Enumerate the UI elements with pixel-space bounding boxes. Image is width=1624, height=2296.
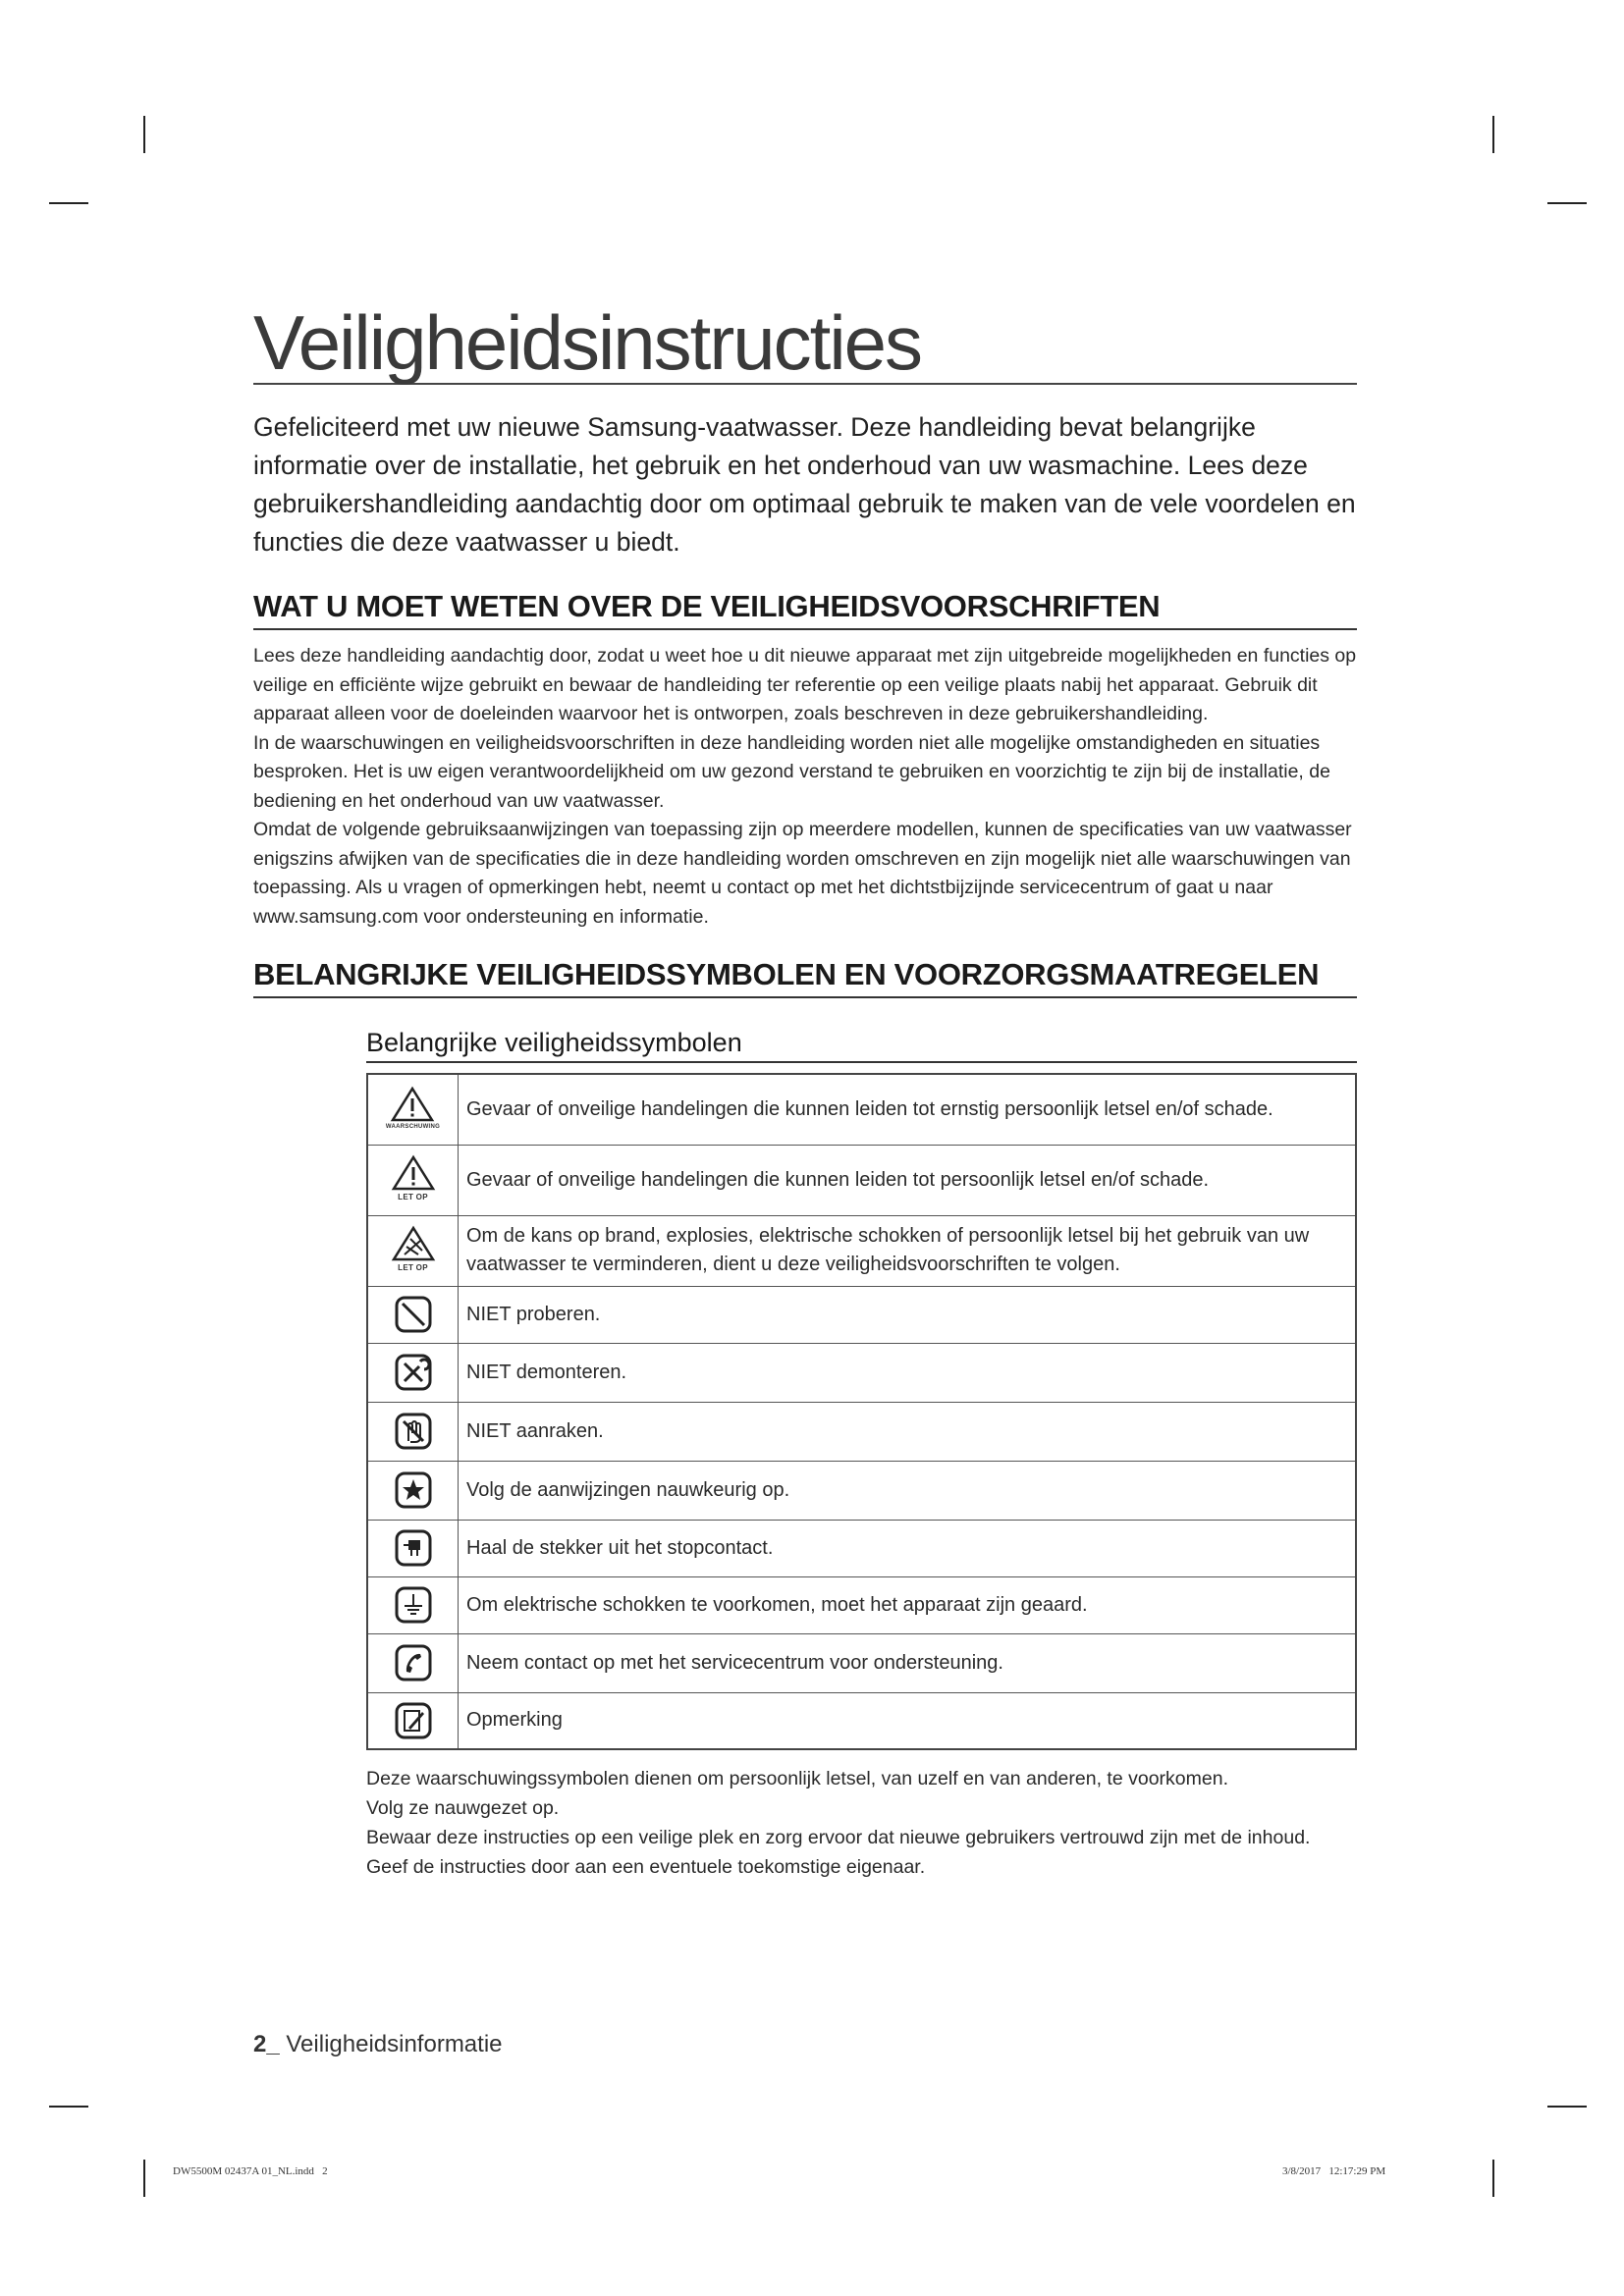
symbol-description: Om elektrische schokken te voorkomen, moet het apparaat zijn geaard. xyxy=(459,1576,1357,1633)
symbol-description: NIET aanraken. xyxy=(459,1402,1357,1461)
symbol-cell xyxy=(367,1145,459,1215)
crop-mark xyxy=(143,2160,145,2197)
table-row xyxy=(367,1692,1356,1749)
table-row xyxy=(367,1145,1356,1215)
note-line: Deze waarschuwingssymbolen dienen om persoonlijk letsel, van uzelf en van anderen, te voorkomen. xyxy=(366,1768,1228,1789)
symbol-cell xyxy=(367,1633,459,1692)
table-row xyxy=(367,1286,1356,1343)
prohibited-icon xyxy=(394,1295,433,1334)
crop-mark xyxy=(143,116,145,153)
note-line: Bewaar deze instructies op een veilige plek en zorg ervoor dat nieuwe gebruikers vertrouwd zijn met de inhoud. xyxy=(366,1827,1311,1848)
follow-instructions-icon xyxy=(394,1470,433,1510)
fire-hazard-triangle-icon xyxy=(391,1225,436,1262)
symbols-table xyxy=(366,1073,1357,1750)
symbols-subsection xyxy=(366,1028,1357,1882)
symbol-cell xyxy=(367,1215,459,1286)
symbol-cell xyxy=(367,1520,459,1576)
symbol-cell xyxy=(367,1286,459,1343)
symbol-cell xyxy=(367,1343,459,1402)
page-title: Veiligheidsinstructies xyxy=(253,304,1357,385)
date-slug: 3/8/2017 12:17:29 PM xyxy=(1282,2165,1386,2177)
symbol-cell xyxy=(367,1461,459,1520)
symbol-description: Gevaar of onveilige handelingen die kunnen leiden tot persoonlijk letsel en/of schade. xyxy=(459,1145,1357,1215)
crop-mark xyxy=(1492,2160,1494,2197)
caution-triangle-icon xyxy=(391,1154,436,1192)
symbol-cell xyxy=(367,1402,459,1461)
table-row xyxy=(367,1633,1356,1692)
file-slug: DW5500M 02437A 01_NL.indd 2 xyxy=(173,2165,328,2177)
table-row xyxy=(367,1215,1356,1286)
warning-triangle-icon xyxy=(390,1086,435,1123)
table-row xyxy=(367,1343,1356,1402)
table-row xyxy=(367,1576,1356,1633)
page-footer xyxy=(253,2031,503,2058)
unplug-icon xyxy=(394,1528,433,1568)
note-line: Volg ze nauwgezet op. xyxy=(366,1797,560,1819)
symbol-description: Om de kans op brand, explosies, elektrische schokken of persoonlijk letsel bij het gebruik van uw vaatwasser te verminderen, dient u deze veiligheidsvoorschriften te volgen. xyxy=(459,1215,1357,1286)
footer-section-title: Veiligheidsinformatie xyxy=(286,2031,503,2057)
symbol-label: WAARSCHUWING xyxy=(385,1123,441,1130)
symbol-description: NIET demonteren. xyxy=(459,1343,1357,1402)
ground-icon xyxy=(394,1585,433,1625)
table-row xyxy=(367,1520,1356,1576)
symbol-cell xyxy=(367,1692,459,1749)
section-heading: WAT U MOET WETEN OVER DE VEILIGHEIDSVOORSCHRIFTEN xyxy=(253,589,1357,630)
page-number: 2_ xyxy=(253,2031,280,2057)
no-disassembly-icon xyxy=(394,1353,433,1392)
section-heading: BELANGRIJKE VEILIGHEIDSSYMBOLEN EN VOORZORGSMAATREGELEN xyxy=(253,957,1357,998)
body-paragraph: Omdat de volgende gebruiksaanwijzingen van toepassing zijn op meerdere modellen, kunnen de specificaties van uw vaatwasser enigszins afwijken van de specificaties die in deze handleiding worden omschreven en zijn mogelijk niet alle waarschuwingen van toepassing. Als u vragen of opmerkingen hebt, neemt u contact op met het dichtstbijzijnde servicecentrum of gaat u naar www.samsung.com voor ondersteuning en informatie. xyxy=(253,819,1352,928)
body-paragraph: Lees deze handleiding aandachtig door, zodat u weet hoe u dit nieuwe apparaat met zijn uitgebreide mogelijkheden en functies op veilige en efficiënte wijze gebruikt en bewaar de handleiding ter referentie op een veilige plaats nabij het apparaat. Gebruik dit apparaat alleen voor de doeleinden waarvoor het is ontworpen, zoals beschreven in deze gebruikershandleiding. xyxy=(253,645,1357,724)
symbol-description: Neem contact op met het servicecentrum voor ondersteuning. xyxy=(459,1633,1357,1692)
section-body xyxy=(253,642,1357,932)
phone-icon xyxy=(394,1643,433,1682)
closing-notes xyxy=(366,1764,1357,1882)
symbol-description: Haal de stekker uit het stopcontact. xyxy=(459,1520,1357,1576)
crop-mark xyxy=(1547,202,1587,204)
symbol-description: Opmerking xyxy=(459,1692,1357,1749)
note-icon xyxy=(394,1701,433,1740)
symbol-description: Volg de aanwijzingen nauwkeurig op. xyxy=(459,1461,1357,1520)
table-row xyxy=(367,1461,1356,1520)
symbol-description: Gevaar of onveilige handelingen die kunnen leiden tot ernstig persoonlijk letsel en/of schade. xyxy=(459,1074,1357,1145)
crop-mark xyxy=(1547,2106,1587,2108)
crop-mark xyxy=(49,2106,88,2108)
body-paragraph: In de waarschuwingen en veiligheidsvoorschriften in deze handleiding worden niet alle mogelijke omstandigheden en situaties besproken. Het is uw eigen verantwoordelijkheid om uw gezond verstand te gebruiken en voorzichtig te zijn bij de installatie, de bediening en het onderhoud van uw vaatwasser. xyxy=(253,731,1330,812)
symbol-cell xyxy=(367,1576,459,1633)
no-touch-icon xyxy=(394,1412,433,1451)
crop-mark xyxy=(49,202,88,204)
note-line: Geef de instructies door aan een eventuele toekomstige eigenaar. xyxy=(366,1856,926,1878)
symbol-label: LET OP xyxy=(398,1263,428,1272)
symbol-description: NIET proberen. xyxy=(459,1286,1357,1343)
symbol-label: LET OP xyxy=(398,1193,428,1201)
symbol-cell xyxy=(367,1074,459,1145)
crop-mark xyxy=(1492,116,1494,153)
page-content xyxy=(253,299,1357,1882)
intro-paragraph: Gefeliciteerd met uw nieuwe Samsung-vaatwasser. Deze handleiding bevat belangrijke informatie over de installatie, het gebruik en het onderhoud van uw wasmachine. Lees deze gebruikershandleiding aandachtig door om optimaal gebruik te maken van de vele voordelen en functies die deze vaatwasser u biedt. xyxy=(253,412,1356,557)
table-row xyxy=(367,1402,1356,1461)
table-row xyxy=(367,1074,1356,1145)
subsection-heading: Belangrijke veiligheidssymbolen xyxy=(366,1028,1357,1063)
